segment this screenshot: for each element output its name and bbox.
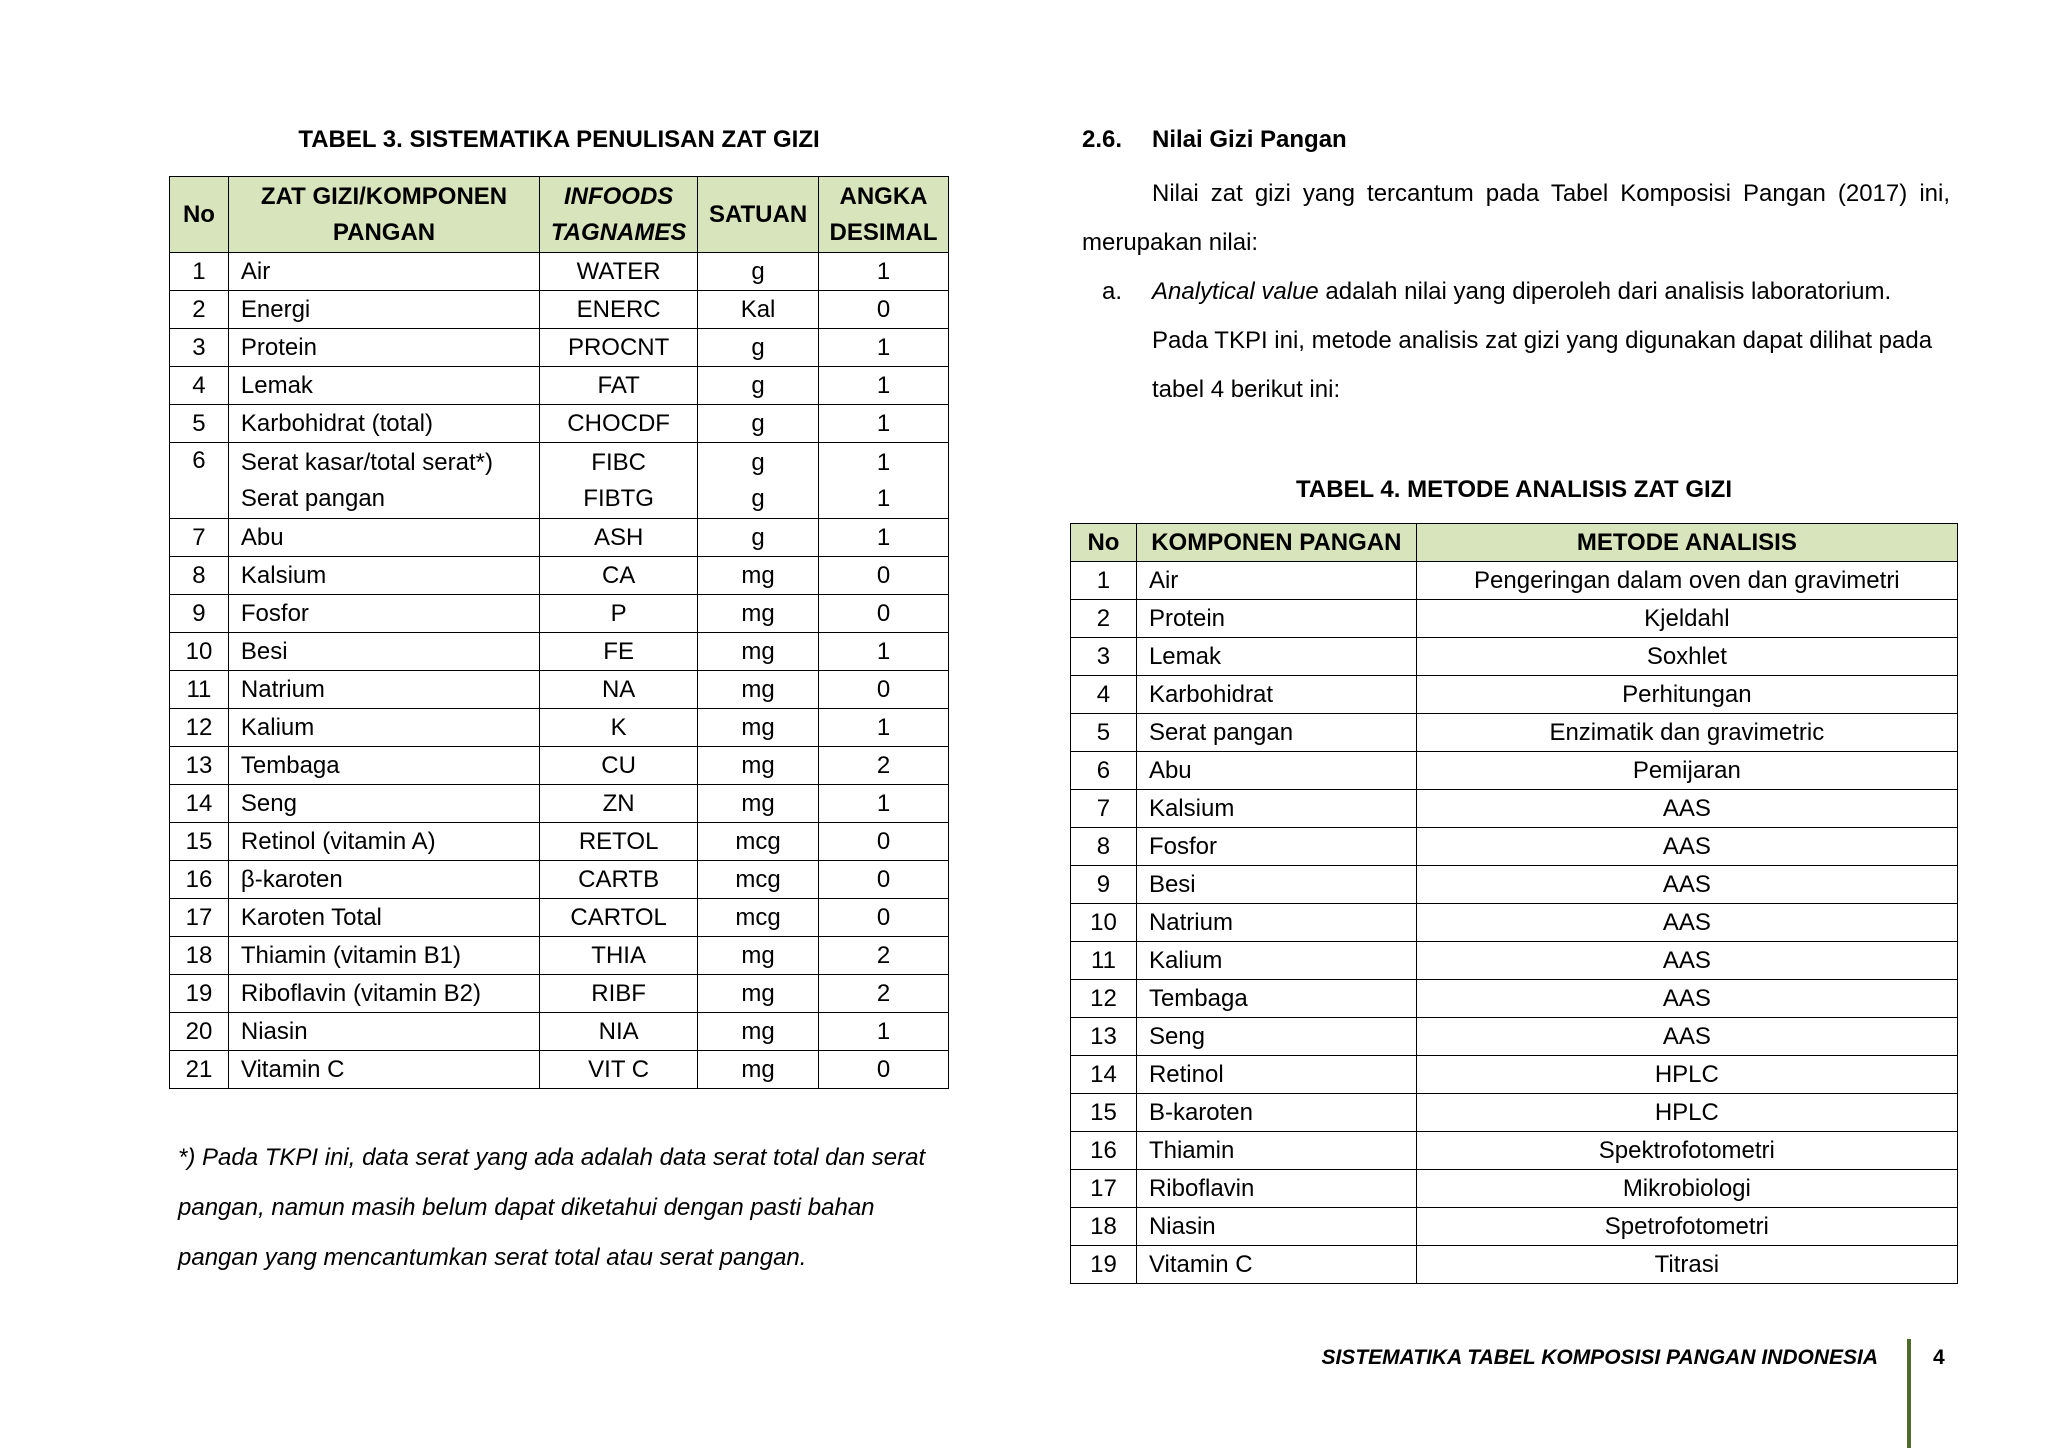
cell-nutrient: Abu xyxy=(228,519,539,557)
cell-tagname-line2: FIBTG xyxy=(583,484,654,512)
cell-component: Protein xyxy=(1136,600,1416,638)
cell-nutrient: Karoten Total xyxy=(228,899,539,937)
cell-method: AAS xyxy=(1416,942,1957,980)
table-row xyxy=(170,519,949,557)
cell-decimal: 0 xyxy=(819,861,949,899)
table-row xyxy=(170,785,949,823)
cell-nutrient: Tembaga xyxy=(228,747,539,785)
cell-no: 5 xyxy=(1071,714,1137,752)
list-marker: a. xyxy=(1102,278,1123,305)
cell-unit: mcg xyxy=(698,899,819,937)
cell-method: Kjeldahl xyxy=(1416,600,1957,638)
cell-component: Niasin xyxy=(1136,1208,1416,1246)
table-row xyxy=(1071,562,1958,600)
cell-component: Natrium xyxy=(1136,904,1416,942)
cell-tagname: PROCNT xyxy=(540,329,698,367)
table-row xyxy=(1071,980,1958,1018)
table-row xyxy=(1071,714,1958,752)
cell-tagname: K xyxy=(540,709,698,747)
table-row xyxy=(1071,866,1958,904)
table3-caption: TABEL 3. SISTEMATIKA PENULISAN ZAT GIZI xyxy=(298,126,820,153)
cell-component: Riboflavin xyxy=(1136,1170,1416,1208)
cell-tagname: RETOL xyxy=(540,823,698,861)
table4-caption: TABEL 4. METODE ANALISIS ZAT GIZI xyxy=(1295,476,1733,503)
cell-unit: mg xyxy=(698,595,819,633)
table-row xyxy=(170,1051,949,1089)
cell-decimal: 1 xyxy=(819,785,949,823)
cell-tagname: THIA xyxy=(540,937,698,975)
cell-tagname: FAT xyxy=(540,367,698,405)
cell-method: Titrasi xyxy=(1416,1246,1957,1284)
table-row xyxy=(1071,1094,1958,1132)
cell-unit: g xyxy=(698,367,819,405)
cell-no: 13 xyxy=(1071,1018,1137,1056)
cell-unit: g xyxy=(698,329,819,367)
cell-no: 7 xyxy=(170,519,229,557)
cell-tagname: ZN xyxy=(540,785,698,823)
cell-nutrient: Seng xyxy=(228,785,539,823)
cell-no: 14 xyxy=(170,785,229,823)
cell-no: 6 xyxy=(170,443,229,519)
table-row xyxy=(170,899,949,937)
page-number: 4 xyxy=(1933,1346,1945,1369)
cell-no: 1 xyxy=(170,253,229,291)
cell-nutrient: Vitamin C xyxy=(228,1051,539,1089)
cell-unit: mg xyxy=(698,1051,819,1089)
table-row xyxy=(170,1013,949,1051)
cell-decimal: 0 xyxy=(819,823,949,861)
cell-decimal: 1 xyxy=(819,1013,949,1051)
cell-unit: g xyxy=(698,405,819,443)
table-row xyxy=(170,823,949,861)
cell-component: Retinol xyxy=(1136,1056,1416,1094)
cell-decimal: 0 xyxy=(819,595,949,633)
cell-method: Spektrofotometri xyxy=(1416,1132,1957,1170)
col-header-zat-gizi xyxy=(228,177,539,253)
table-row xyxy=(170,671,949,709)
cell-nutrient: Air xyxy=(228,253,539,291)
cell-no: 19 xyxy=(1071,1246,1137,1284)
cell-nutrient: Energi xyxy=(228,291,539,329)
table-row xyxy=(1071,676,1958,714)
table-header-row xyxy=(1071,524,1958,562)
cell-component: B-karoten xyxy=(1136,1094,1416,1132)
cell-tagname: NA xyxy=(540,671,698,709)
table-row xyxy=(1071,1018,1958,1056)
cell-unit: mg xyxy=(698,633,819,671)
cell-nutrient: Lemak xyxy=(228,367,539,405)
cell-no: 15 xyxy=(170,823,229,861)
cell-no: 20 xyxy=(170,1013,229,1051)
cell-method: Enzimatik dan gravimetric xyxy=(1416,714,1957,752)
cell-no: 18 xyxy=(170,937,229,975)
cell-method: HPLC xyxy=(1416,1056,1957,1094)
table-row xyxy=(170,595,949,633)
table-row xyxy=(170,861,949,899)
table-header-row xyxy=(170,177,949,253)
cell-nutrient: Thiamin (vitamin B1) xyxy=(228,937,539,975)
cell-tagname: FE xyxy=(540,633,698,671)
cell-no: 10 xyxy=(1071,904,1137,942)
table-row xyxy=(1071,638,1958,676)
cell-no: 5 xyxy=(170,405,229,443)
col-header-no: No xyxy=(170,177,229,253)
cell-tagname: NIA xyxy=(540,1013,698,1051)
cell-method: AAS xyxy=(1416,980,1957,1018)
cell-no: 19 xyxy=(170,975,229,1013)
cell-component: Fosfor xyxy=(1136,828,1416,866)
cell-decimal: 1 xyxy=(819,633,949,671)
col-header-zat-gizi-line1: ZAT GIZI/KOMPONEN xyxy=(260,182,508,210)
col-header-zat-gizi-line2: PANGAN xyxy=(332,218,436,246)
cell-decimal: 1 xyxy=(819,405,949,443)
table-row xyxy=(1071,790,1958,828)
col-header-komponen: KOMPONEN PANGAN xyxy=(1136,524,1416,562)
cell-nutrient: Karbohidrat (total) xyxy=(228,405,539,443)
cell-method: AAS xyxy=(1416,828,1957,866)
cell-no: 18 xyxy=(1071,1208,1137,1246)
cell-decimal: 0 xyxy=(819,291,949,329)
cell-unit: mcg xyxy=(698,861,819,899)
cell-unit: mg xyxy=(698,1013,819,1051)
cell-tagname: CA xyxy=(540,557,698,595)
cell-method: AAS xyxy=(1416,1018,1957,1056)
cell-component: Besi xyxy=(1136,866,1416,904)
table-row xyxy=(170,975,949,1013)
cell-unit: mg xyxy=(698,747,819,785)
col-header-satuan: SATUAN xyxy=(698,177,819,253)
cell-unit: g xyxy=(698,253,819,291)
cell-decimal: 1 xyxy=(819,329,949,367)
cell-component: Kalium xyxy=(1136,942,1416,980)
cell-no: 21 xyxy=(170,1051,229,1089)
cell-tagname xyxy=(540,443,698,519)
cell-unit: Kal xyxy=(698,291,819,329)
footer-divider xyxy=(1907,1339,1911,1448)
table-row xyxy=(1071,1208,1958,1246)
cell-method: AAS xyxy=(1416,904,1957,942)
table-row xyxy=(170,709,949,747)
cell-tagname: RIBF xyxy=(540,975,698,1013)
table-row xyxy=(1071,600,1958,638)
table-row xyxy=(170,557,949,595)
cell-method: Soxhlet xyxy=(1416,638,1957,676)
col-header-angka-desimal xyxy=(819,177,949,253)
cell-method: Pengeringan dalam oven dan gravimetri xyxy=(1416,562,1957,600)
cell-nutrient-line2: Serat pangan xyxy=(240,484,386,512)
cell-no: 8 xyxy=(1071,828,1137,866)
col-header-angka-line1: ANGKA xyxy=(839,182,928,210)
cell-component: Lemak xyxy=(1136,638,1416,676)
table-row xyxy=(1071,1132,1958,1170)
cell-decimal: 0 xyxy=(819,1051,949,1089)
cell-tagname: CARTOL xyxy=(540,899,698,937)
cell-decimal-line1: 1 xyxy=(876,448,891,476)
cell-decimal: 0 xyxy=(819,899,949,937)
cell-tagname: CARTB xyxy=(540,861,698,899)
cell-decimal: 0 xyxy=(819,557,949,595)
cell-unit: g xyxy=(698,519,819,557)
list-item-body xyxy=(1152,267,1950,414)
cell-decimal: 1 xyxy=(819,367,949,405)
cell-method: HPLC xyxy=(1416,1094,1957,1132)
cell-nutrient: Riboflavin (vitamin B2) xyxy=(228,975,539,1013)
cell-unit: mg xyxy=(698,785,819,823)
list-item-term: Analytical value xyxy=(1152,278,1319,305)
cell-decimal-line2: 1 xyxy=(876,484,891,512)
cell-no: 4 xyxy=(1071,676,1137,714)
cell-no: 11 xyxy=(170,671,229,709)
cell-component: Karbohidrat xyxy=(1136,676,1416,714)
cell-unit-line2: g xyxy=(751,484,765,512)
cell-nutrient xyxy=(228,443,539,519)
cell-tagname: CHOCDF xyxy=(540,405,698,443)
col-header-infoods-line1: INFOODS xyxy=(563,182,674,210)
cell-nutrient: Besi xyxy=(228,633,539,671)
cell-method: Spetrofotometri xyxy=(1416,1208,1957,1246)
col-header-no: No xyxy=(1071,524,1137,562)
table-row xyxy=(170,747,949,785)
cell-decimal: 1 xyxy=(819,519,949,557)
cell-decimal: 2 xyxy=(819,747,949,785)
table-row xyxy=(1071,828,1958,866)
cell-no: 4 xyxy=(170,367,229,405)
cell-nutrient: Protein xyxy=(228,329,539,367)
section-heading xyxy=(1082,126,1347,154)
cell-unit: mg xyxy=(698,937,819,975)
table-row xyxy=(1071,904,1958,942)
cell-nutrient-line1: Serat kasar/total serat*) xyxy=(240,448,493,476)
table-row xyxy=(1071,1246,1958,1284)
cell-unit: mg xyxy=(698,975,819,1013)
table-row xyxy=(170,291,949,329)
section-number: 2.6. xyxy=(1082,126,1123,153)
cell-no: 3 xyxy=(1071,638,1137,676)
cell-no: 7 xyxy=(1071,790,1137,828)
cell-component: Abu xyxy=(1136,752,1416,790)
table-row xyxy=(170,367,949,405)
cell-unit: mcg xyxy=(698,823,819,861)
cell-unit: mg xyxy=(698,709,819,747)
section-title: Nilai Gizi Pangan xyxy=(1152,126,1347,153)
cell-component: Thiamin xyxy=(1136,1132,1416,1170)
table-row xyxy=(170,937,949,975)
cell-unit: mg xyxy=(698,671,819,709)
cell-decimal: 2 xyxy=(819,937,949,975)
table-row xyxy=(1071,752,1958,790)
cell-unit-line1: g xyxy=(751,448,765,476)
col-header-metode: METODE ANALISIS xyxy=(1416,524,1957,562)
cell-no: 12 xyxy=(170,709,229,747)
list-item-text1: adalah nilai yang diperoleh dari analisis laboratorium. xyxy=(1318,278,1892,305)
cell-unit xyxy=(698,443,819,519)
cell-nutrient: β-karoten xyxy=(228,861,539,899)
table-row xyxy=(170,633,949,671)
cell-method: AAS xyxy=(1416,790,1957,828)
cell-nutrient: Natrium xyxy=(228,671,539,709)
cell-nutrient: Kalium xyxy=(228,709,539,747)
cell-component: Serat pangan xyxy=(1136,714,1416,752)
cell-no: 17 xyxy=(1071,1170,1137,1208)
table3-body xyxy=(170,253,949,1089)
cell-unit: mg xyxy=(698,557,819,595)
table3-nutrient-systematics xyxy=(169,176,949,1089)
cell-component: Seng xyxy=(1136,1018,1416,1056)
cell-method: Mikrobiologi xyxy=(1416,1170,1957,1208)
cell-no: 16 xyxy=(1071,1132,1137,1170)
cell-no: 17 xyxy=(170,899,229,937)
cell-decimal: 1 xyxy=(819,253,949,291)
cell-decimal: 2 xyxy=(819,975,949,1013)
cell-tagname: P xyxy=(540,595,698,633)
cell-nutrient: Niasin xyxy=(228,1013,539,1051)
cell-no: 16 xyxy=(170,861,229,899)
footer-title: SISTEMATIKA TABEL KOMPOSISI PANGAN INDONESIA xyxy=(1321,1346,1878,1369)
list-item-text2: Pada TKPI ini, metode analisis zat gizi yang digunakan dapat dilihat pada tabel 4 berikut ini: xyxy=(1152,327,1933,403)
table-row xyxy=(170,443,949,519)
cell-decimal xyxy=(819,443,949,519)
cell-no: 13 xyxy=(170,747,229,785)
cell-tagname: VIT C xyxy=(540,1051,698,1089)
section-paragraph: Nilai zat gizi yang tercantum pada Tabel Komposisi Pangan (2017) ini, merupakan nilai: xyxy=(1082,180,1950,256)
cell-no: 12 xyxy=(1071,980,1137,1018)
table-row xyxy=(1071,942,1958,980)
cell-nutrient: Retinol (vitamin A) xyxy=(228,823,539,861)
cell-tagname: CU xyxy=(540,747,698,785)
cell-tagname: WATER xyxy=(540,253,698,291)
table-row xyxy=(1071,1170,1958,1208)
cell-component: Kalsium xyxy=(1136,790,1416,828)
cell-no: 3 xyxy=(170,329,229,367)
cell-decimal: 0 xyxy=(819,671,949,709)
cell-no: 9 xyxy=(1071,866,1137,904)
table-row xyxy=(170,329,949,367)
cell-no: 2 xyxy=(1071,600,1137,638)
list-item-a xyxy=(1082,267,1950,414)
cell-decimal: 1 xyxy=(819,709,949,747)
cell-no: 9 xyxy=(170,595,229,633)
cell-no: 1 xyxy=(1071,562,1137,600)
cell-no: 8 xyxy=(170,557,229,595)
cell-tagname-line1: FIBC xyxy=(591,448,646,476)
cell-method: Pemijaran xyxy=(1416,752,1957,790)
table3-footnote: *) Pada TKPI ini, data serat yang ada adalah data serat total dan serat pangan, namun masih belum dapat diketahui dengan pasti bahan pangan yang mencantumkan serat total atau serat pangan. xyxy=(178,1144,926,1271)
cell-no: 6 xyxy=(1071,752,1137,790)
cell-tagname: ASH xyxy=(540,519,698,557)
table-row xyxy=(170,405,949,443)
col-header-infoods-line2: TAGNAMES xyxy=(550,218,687,246)
cell-tagname: ENERC xyxy=(540,291,698,329)
cell-no: 10 xyxy=(170,633,229,671)
table4-body xyxy=(1071,562,1958,1284)
cell-component: Air xyxy=(1136,562,1416,600)
cell-no: 11 xyxy=(1071,942,1137,980)
cell-method: Perhitungan xyxy=(1416,676,1957,714)
cell-method: AAS xyxy=(1416,866,1957,904)
cell-component: Tembaga xyxy=(1136,980,1416,1018)
cell-nutrient: Kalsium xyxy=(228,557,539,595)
table-row xyxy=(1071,1056,1958,1094)
cell-nutrient: Fosfor xyxy=(228,595,539,633)
cell-no: 15 xyxy=(1071,1094,1137,1132)
cell-no: 2 xyxy=(170,291,229,329)
cell-component: Vitamin C xyxy=(1136,1246,1416,1284)
col-header-angka-line2: DESIMAL xyxy=(829,218,938,246)
col-header-infoods xyxy=(540,177,698,253)
table4-analysis-methods xyxy=(1070,523,1958,1284)
cell-no: 14 xyxy=(1071,1056,1137,1094)
table-row xyxy=(170,253,949,291)
